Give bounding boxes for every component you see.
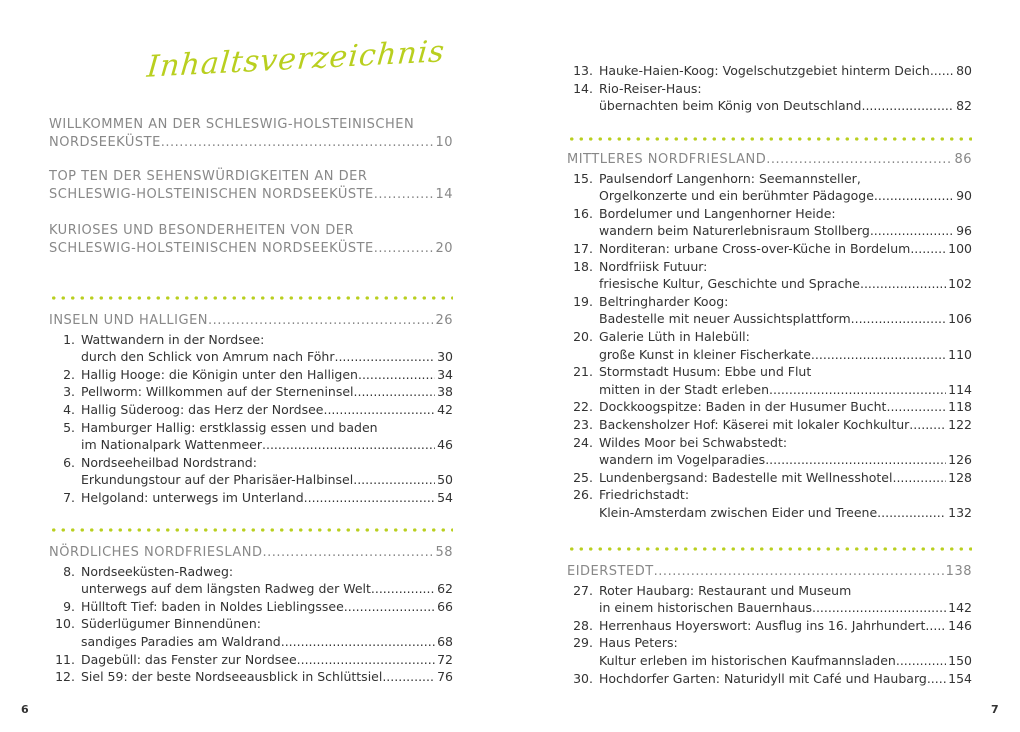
region-heading[interactable] [49,312,453,330]
entry-body [599,80,972,115]
entry-title-line: Nordseeheilbad Nordstrand: [81,454,257,470]
entry-body [81,563,453,598]
entry-number: 30. [573,670,593,686]
entry-number: 21. [573,364,593,380]
entry-leader-line [599,617,972,635]
page-number: 66 [437,598,453,614]
entry-leader-line [81,366,453,384]
leader-dots [927,670,946,688]
entry-title-line: Hochdorfer Garten: Naturidyll mit Café und Haubarg [599,670,927,686]
entry-leader-line [81,401,453,419]
page-number: 54 [437,489,453,505]
toc-intro-section[interactable] [49,168,453,204]
toc-continuation [567,62,972,115]
page-number: 62 [437,581,453,597]
leader-dots [344,598,435,616]
page-number: 106 [948,311,972,327]
entry-body [599,582,972,617]
leader-dots [382,668,435,686]
toc-entry[interactable] [567,469,972,487]
page-number: 100 [948,240,972,256]
entry-leader-line [599,504,972,522]
entry-number: 5. [63,419,75,435]
entry-number: 11. [55,651,75,667]
entry-body [599,293,972,328]
leader-dots [765,451,946,469]
page-number: 86 [954,152,972,167]
entry-number: 28. [573,617,593,633]
page-number: 114 [948,381,972,397]
entry-body [599,62,972,80]
entry-number: 20. [573,328,593,344]
page-number: 20 [435,241,453,256]
entry-title-line: mitten in der Stadt erleben [599,381,769,397]
entry-number: 8. [63,563,75,579]
leader-dots [353,471,435,489]
leader-dots [812,599,946,617]
leader-dots [851,310,947,328]
entry-leader-line [599,599,972,617]
leader-dots [304,489,435,507]
entry-title-line: Stormstadt Husum: Ebbe und Flut [599,364,812,380]
entry-title-line: Hallig Süderoog: das Herz der Nordsee [81,401,324,417]
entry-number: 9. [63,598,75,614]
entry-body [599,617,972,635]
leader-dots [263,544,434,562]
entry-leader-line [599,310,972,328]
section-title-leader-line [49,186,453,204]
leader-dots [358,366,435,384]
entry-leader-line [599,451,972,469]
entry-number: 23. [573,416,593,432]
page-number: 110 [948,346,972,362]
page-number: 10 [435,135,453,150]
region-heading-label: EIDERSTEDT [567,564,654,579]
entry-body [599,634,972,669]
dotted-separator [567,137,972,141]
entry-body [81,401,453,419]
toc-entry[interactable] [567,363,972,398]
entry-body [599,205,972,240]
entry-leader-line [599,97,972,115]
entry-number: 7. [63,489,75,505]
leader-dots [297,651,435,669]
leader-dots [208,312,433,330]
leader-dots [892,469,946,487]
entry-leader-line [599,187,972,205]
entry-title-line: Hallig Hooge: die Königin unter den Halligen [81,366,358,382]
toc-entry[interactable] [49,383,453,401]
entry-leader-line [81,651,453,669]
entry-body [599,240,972,258]
entry-title-line: in einem historischen Bauernhaus [599,600,812,616]
entry-number: 18. [573,258,593,274]
entry-list [49,331,453,507]
page-number-right: 7 [991,703,999,716]
entry-body [81,668,453,686]
entry-body [599,434,972,469]
entry-title-line: sandiges Paradies am Waldrand [81,633,281,649]
toc-entry[interactable] [567,670,972,688]
leader-dots [886,398,946,416]
entry-body [81,598,453,616]
section-title-line: TOP TEN DER SEHENSWÜRDIGKEITEN AN DER [49,169,368,184]
entry-title-line: Herrenhaus Hoyerswort: Ausflug ins 16. Jahrhundert [599,617,926,633]
page-number: 142 [948,600,972,616]
toc-entry[interactable] [49,615,453,650]
leader-dots [161,134,434,152]
entry-list [567,62,972,115]
section-title-line: WILLKOMMEN AN DER SCHLESWIG-HOLSTEINISCHEN [49,117,415,132]
leader-dots [909,416,946,434]
entry-body [81,489,453,507]
page-number: 34 [437,366,453,382]
leader-dots [769,381,946,399]
entry-number: 2. [63,366,75,382]
toc-entry[interactable] [49,331,453,366]
entry-number: 13. [573,63,593,78]
entry-title-line: Dagebüll: das Fenster zur Nordsee [81,651,297,667]
leader-dots [870,222,954,240]
toc-region-nord [49,544,453,686]
leader-dots [323,401,435,419]
entry-leader-line [81,471,453,489]
entry-body [599,258,972,293]
page-number: 82 [956,98,972,114]
entry-leader-line [81,580,453,598]
entry-title-line: Rio-Reiser-Haus: [599,80,702,96]
entry-body [81,331,453,366]
entry-body [599,398,972,416]
toc-entry[interactable] [49,366,453,384]
entry-number: 3. [63,384,75,400]
toc-entry[interactable] [567,205,972,240]
entry-title-line: Nordfriisk Futuur: [599,258,708,274]
entry-title-line: unterwegs auf dem längsten Radweg der Welt [81,581,371,597]
toc-region-inseln [49,312,453,507]
toc-entry[interactable] [49,668,453,686]
entry-leader-line [599,670,972,688]
toc-entry[interactable] [567,398,972,416]
entry-title-line: Wattwandern in der Nordsee: [81,331,265,347]
leader-dots [861,97,954,115]
page-number: 80 [956,63,972,78]
page-number: 126 [948,452,972,468]
entry-leader-line [81,383,453,401]
region-heading[interactable] [567,563,972,581]
section-title-leader-line [49,134,453,152]
entry-number: 22. [573,399,593,415]
toc-region-mitte [567,151,972,521]
leader-dots [374,240,434,258]
page-number: 150 [948,652,972,668]
dotted-separator [567,547,972,551]
section-title-line: SCHLESWIG-HOLSTEINISCHEN NORDSEEKÜSTE [49,187,374,202]
entry-body [81,383,453,401]
entry-leader-line [599,469,972,487]
page-number: 42 [437,401,453,417]
entry-title-line: Norditeran: urbane Cross-over-Küche in Bordelum [599,240,911,256]
entry-body [81,651,453,669]
toc-entry[interactable] [49,401,453,419]
entry-leader-line [81,436,453,454]
page-number: 96 [956,223,972,239]
toc-entry[interactable] [49,563,453,598]
toc-entry[interactable] [567,582,972,617]
entry-title-line: Klein-Amsterdam zwischen Eider und Treene [599,504,878,520]
toc-entry[interactable] [567,617,972,635]
entry-list [567,170,972,522]
toc-entry[interactable] [49,419,453,454]
entry-title-line: Helgoland: unterwegs im Unterland [81,489,304,505]
leader-dots [262,436,435,454]
entry-title-line: Roter Haubarg: Restaurant und Museum [599,582,852,598]
entry-title-line: im Nationalpark Wattenmeer [81,437,262,453]
entry-number: 12. [55,669,75,685]
entry-number: 25. [573,469,593,485]
entry-number: 4. [63,401,75,417]
entry-title-line: Beltringharder Koog: [599,293,729,309]
entry-leader-line [599,416,972,434]
page-number: 102 [948,276,972,292]
entry-number: 1. [63,331,75,347]
entry-title-line: Kultur erleben im historischen Kaufmannsladen [599,652,896,668]
leader-dots [910,240,946,258]
entry-number: 15. [573,170,593,186]
entry-title-line: Siel 59: der beste Nordseeausblick in Schlüttsiel [81,669,383,685]
page-number: 58 [435,545,453,560]
leader-dots [874,187,954,205]
page-number: 128 [948,469,972,485]
leader-dots [811,346,946,364]
page-number: 118 [948,399,972,415]
leader-dots [371,580,435,598]
toc-entry[interactable] [49,651,453,669]
entry-body [599,328,972,363]
entry-body [599,416,972,434]
entry-title-line: Friedrichstadt: [599,487,690,503]
leader-dots [860,275,946,293]
entry-body [599,486,972,521]
toc-entry[interactable] [567,240,972,258]
entry-number: 17. [573,240,593,256]
page-number: 46 [437,437,453,453]
entry-leader-line [81,348,453,366]
leader-dots [334,348,435,366]
toc-entry[interactable] [567,416,972,434]
entry-leader-line [599,62,972,80]
entry-list [49,563,453,686]
toc-entry[interactable] [567,170,972,205]
leader-dots [766,151,952,169]
leader-dots [281,633,435,651]
entry-title-line: übernachten beim König von Deutschland [599,98,862,114]
toc-entry[interactable] [49,489,453,507]
toc-entry[interactable] [567,486,972,521]
region-heading[interactable] [567,151,972,169]
page-number: 90 [956,188,972,204]
leader-dots [877,504,946,522]
entry-number: 24. [573,434,593,450]
dotted-separator [49,528,453,532]
toc-region-eiderstedt [567,563,972,687]
page-number: 146 [948,617,972,633]
entry-title-line: wandern im Vogelparadies [599,452,766,468]
entry-leader-line [81,633,453,651]
entry-body [599,170,972,205]
entry-number: 10. [55,616,75,632]
entry-leader-line [81,668,453,686]
entry-title-line: Nordseeküsten-Radweg: [81,563,234,579]
entry-title-line: Dockkoogspitze: Baden in der Husumer Bucht [599,399,887,415]
leader-dots [896,652,946,670]
page-number: 50 [437,472,453,488]
toc-intro-section[interactable] [49,222,453,258]
leader-dots [354,383,436,401]
entry-leader-line [81,489,453,507]
section-title-line: KURIOSES UND BESONDERHEITEN VON DER [49,223,354,238]
toc-entry[interactable] [567,80,972,115]
toc-entry[interactable] [567,293,972,328]
entry-title-line: Backensholzer Hof: Käserei mit lokaler Kochkultur [599,416,910,432]
toc-entry[interactable] [49,454,453,489]
entry-number: 6. [63,454,75,470]
entry-title-line: Haus Peters: [599,635,678,651]
region-heading-label: NÖRDLICHES NORDFRIESLAND [49,545,263,560]
entry-title-line: durch den Schlick von Amrum nach Föhr [81,349,335,365]
page-number: 30 [437,349,453,365]
entry-leader-line [599,346,972,364]
section-title-line: SCHLESWIG-HOLSTEINISCHEN NORDSEEKÜSTE [49,241,374,256]
entry-body [81,615,453,650]
entry-title-line: Orgelkonzerte und ein berühmter Pädagoge [599,188,874,204]
toc-intro-section[interactable] [49,116,453,152]
leader-dots [930,62,954,80]
page-number: 132 [948,504,972,520]
section-title-leader-line [49,240,453,258]
entry-body [81,454,453,489]
entry-title-line: Hauke-Haien-Koog: Vogelschutzgebiet hinterm Deich [599,63,930,78]
page-number: 138 [945,564,972,579]
page-title: Inhaltsverzeichnis [145,34,447,85]
leader-dots [654,563,944,581]
page-number: 14 [435,187,453,202]
toc-entry[interactable] [567,434,972,469]
page-number: 76 [437,669,453,685]
entry-number: 29. [573,635,593,651]
entry-number: 14. [573,80,593,96]
entry-leader-line [599,240,972,258]
entry-title-line: Pellworm: Willkommen auf der Sterneninsel [81,384,354,400]
entry-title-line: Bordelumer und Langenhorner Heide: [599,205,836,221]
region-heading[interactable] [49,544,453,562]
entry-leader-line [599,652,972,670]
entry-title-line: Lundenbergsand: Badestelle mit Wellnesshotel [599,469,893,485]
entry-number: 26. [573,487,593,503]
page-number: 26 [435,313,453,328]
entry-leader-line [599,275,972,293]
entry-body [81,419,453,454]
page-number: 68 [437,633,453,649]
entry-title-line: Badestelle mit neuer Aussichtsplattform [599,311,851,327]
entry-title-line: Hülltoft Tief: baden in Noldes Lieblingssee [81,598,344,614]
entry-title-line: Wildes Moor bei Schwabstedt: [599,434,788,450]
entry-leader-line [81,598,453,616]
entry-title-line: Erkundungstour auf der Pharisäer-Halbinsel [81,472,354,488]
toc-entry[interactable] [567,328,972,363]
region-heading-label: MITTLERES NORDFRIESLAND [567,152,767,167]
entry-number: 27. [573,582,593,598]
toc-entry[interactable] [567,634,972,669]
page-number-left: 6 [21,703,29,716]
entry-list [567,582,972,688]
entry-title-line: große Kunst in kleiner Fischerkate [599,346,811,362]
entry-number: 19. [573,293,593,309]
section-title-line: NORDSEEKÜSTE [49,135,161,150]
entry-leader-line [599,222,972,240]
page-number: 154 [948,670,972,686]
entry-body [599,363,972,398]
entry-title-line: Galerie Lüth in Halebüll: [599,328,750,344]
region-heading-label: INSELN UND HALLIGEN [49,313,209,328]
page-number: 38 [437,384,453,400]
toc-entry[interactable] [567,258,972,293]
dotted-separator [49,296,453,300]
entry-body [599,469,972,487]
entry-body [599,670,972,688]
entry-title-line: wandern beim Naturerlebnisraum Stollberg [599,223,870,239]
toc-entry[interactable] [567,62,972,80]
entry-title-line: Süderlügumer Binnendünen: [81,616,261,632]
entry-number: 16. [573,205,593,221]
entry-leader-line [599,398,972,416]
entry-title-line: friesische Kultur, Geschichte und Sprache [599,276,860,292]
leader-dots [925,617,946,635]
entry-body [81,366,453,384]
entry-title-line: Hamburger Hallig: erstklassig essen und baden [81,419,378,435]
toc-entry[interactable] [49,598,453,616]
leader-dots [374,186,434,204]
page-number: 122 [948,416,972,432]
page-number: 72 [437,651,453,667]
entry-title-line: Paulsendorf Langenhorn: Seemannsteller, [599,170,861,186]
entry-leader-line [599,381,972,399]
